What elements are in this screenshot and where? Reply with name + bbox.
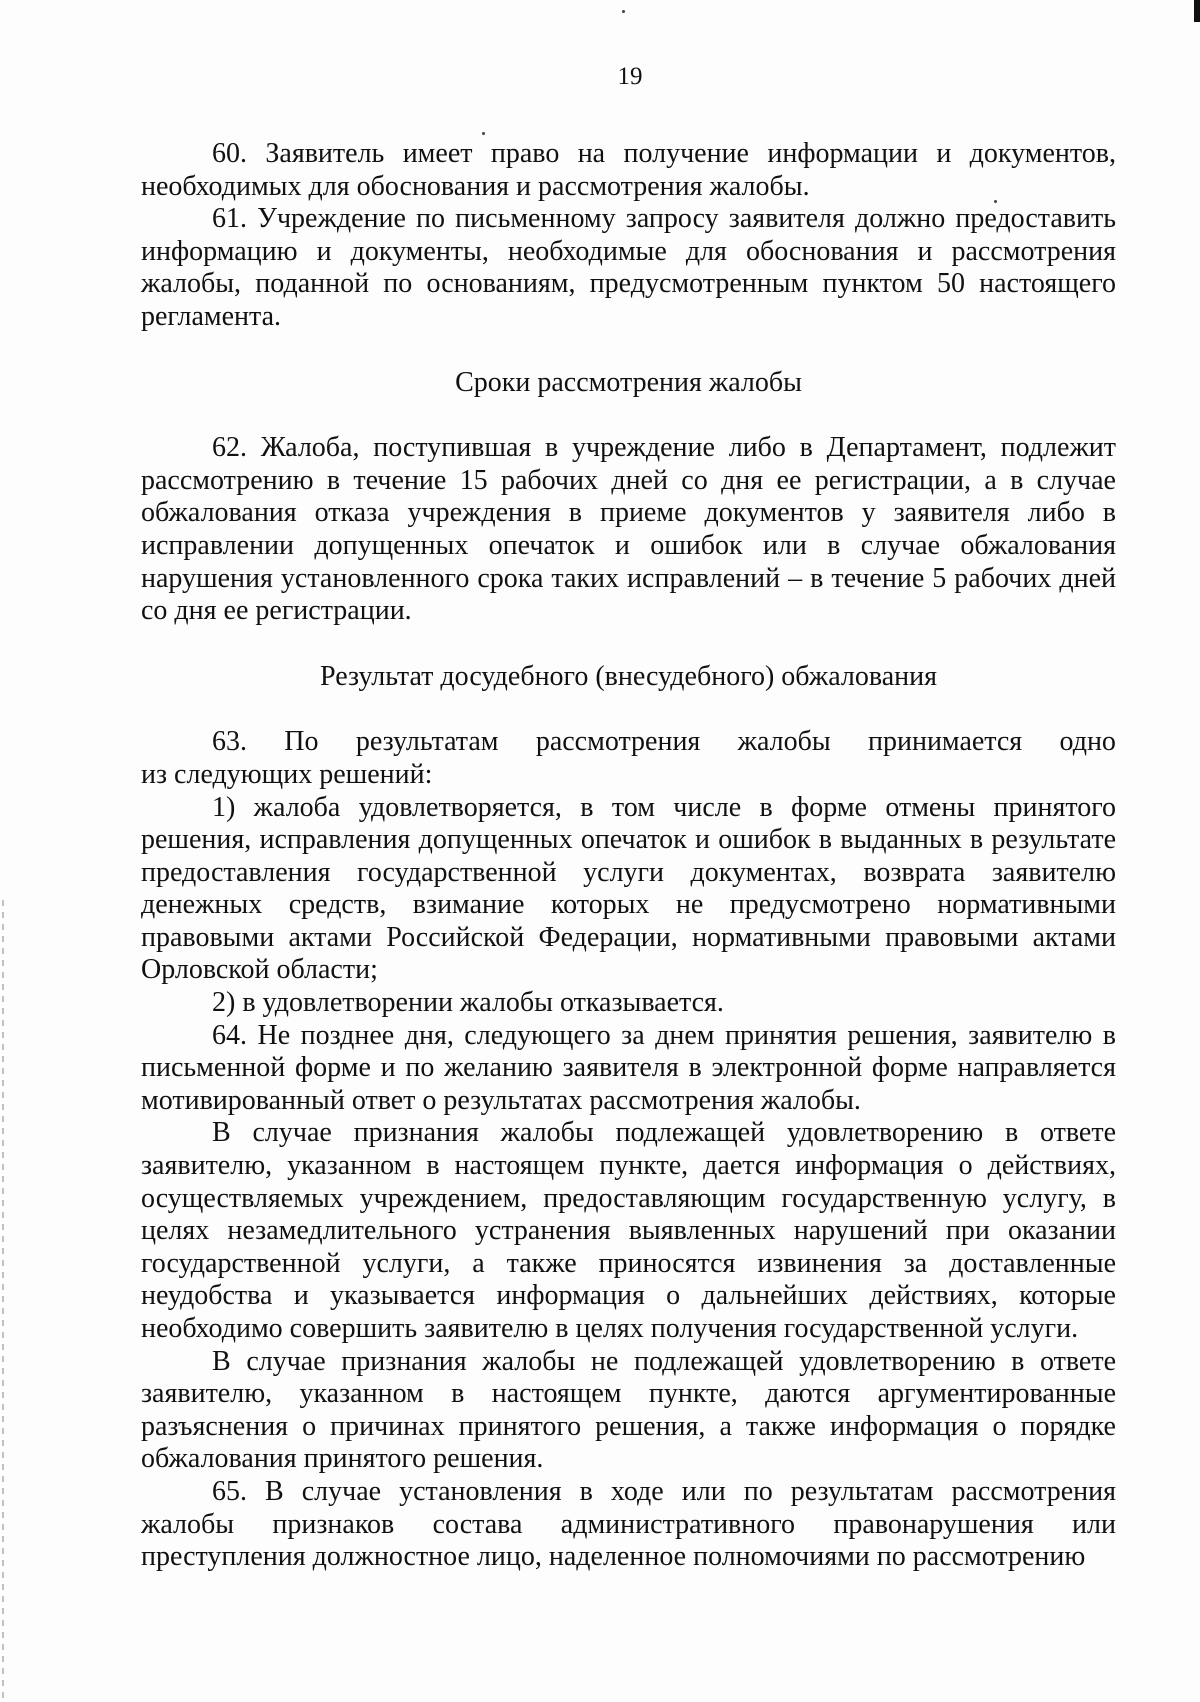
page-number: 19 <box>617 63 643 90</box>
section-heading-result: Результат досудебного (внесудебного) обжалования <box>320 660 937 692</box>
paragraph-64-approved: В случае признания жалобы подлежащей удовлетворению в ответе заявителю, указанном в настоящем пункте, дается информация о действиях, осуществляемых учреждением, предоставляющим государственную услугу, в целях незамедлительного устранения выявленных нарушений при оказании государственной услуги, а также приносятся извинения за доставленные неудобства и указывается информация о дальнейших действиях, которые необходимо совершить заявителю в целях получения государственной услуги. <box>141 1117 1116 1344</box>
word: принимается <box>867 726 1023 758</box>
word: результатам <box>355 726 499 758</box>
paragraph-65: 65. В случае установления в ходе или по результатам рассмотрения жалобы признаков состава административного правонарушения или преступления должностное лицо, наделенное полномочиями по рассмотрению <box>141 1475 1116 1573</box>
scan-edge-mark <box>1194 0 1200 22</box>
paragraph-63-rest: из следующих решений: <box>141 758 433 790</box>
section-heading-terms: Сроки рассмотрения жалобы <box>455 366 802 398</box>
paragraph-62: 62. Жалоба, поступившая в учреждение либо в Департамент, подлежит рассмотрению в течение 15 рабочих дней со дня ее регистрации, а в случае обжалования отказа учреждения в приеме документов у заявителя либо в исправлении допущенных опечаток и ошибок или в случае обжалования нарушения установленного срока таких исправлений – в течение 5 рабочих дней со дня ее регистрации. <box>141 432 1116 627</box>
scan-left-border <box>2 900 4 1700</box>
paragraph-63-item-1: 1) жалоба удовлетворяется, в том числе в форме отмены принятого решения, исправления допущенных опечаток и ошибок в выданных в результате предоставления государственной услуги документах, возврата заявителю денежных средств, взимание которых не предусмотрено нормативными правовыми актами Российской Федерации, нормативными правовыми актами Орловской области; <box>141 791 1116 986</box>
paragraph-64: 64. Не позднее дня, следующего за днем принятия решения, заявителю в письменной форме и по желанию заявителя в электронной форме направляется мотивированный ответ о результатах рассмотрения жалобы. <box>141 1019 1116 1116</box>
paragraph-63-first-line <box>141 726 1116 759</box>
word: одно <box>1059 726 1116 758</box>
word: жалобы <box>737 726 831 758</box>
paragraph-64-rejected: В случае признания жалобы не подлежащей удовлетворению в ответе заявителю, указанном в настоящем пункте, даются аргументированные разъяснения о причинах принятого решения, а также информация о порядке обжалования принятого решения. <box>141 1345 1116 1475</box>
scan-speck <box>622 10 625 13</box>
word: 63. <box>212 726 247 758</box>
word: рассмотрения <box>535 726 701 758</box>
paragraph-61: 61. Учреждение по письменному запросу заявителя должно предоставить информацию и документы, необходимые для обоснования и рассмотрения жалобы, поданной по основаниям, предусмотренным пунктом 50 настоящего регламента. <box>141 203 1116 332</box>
paragraph-60: 60. Заявитель имеет право на получение информации и документов, необходимых для обоснования и рассмотрения жалобы. <box>141 138 1116 202</box>
document-body <box>141 138 1116 1574</box>
word: По <box>284 726 319 758</box>
paragraph-63-item-2: 2) в удовлетворении жалобы отказывается. <box>212 987 724 1019</box>
scan-speck <box>482 132 485 135</box>
